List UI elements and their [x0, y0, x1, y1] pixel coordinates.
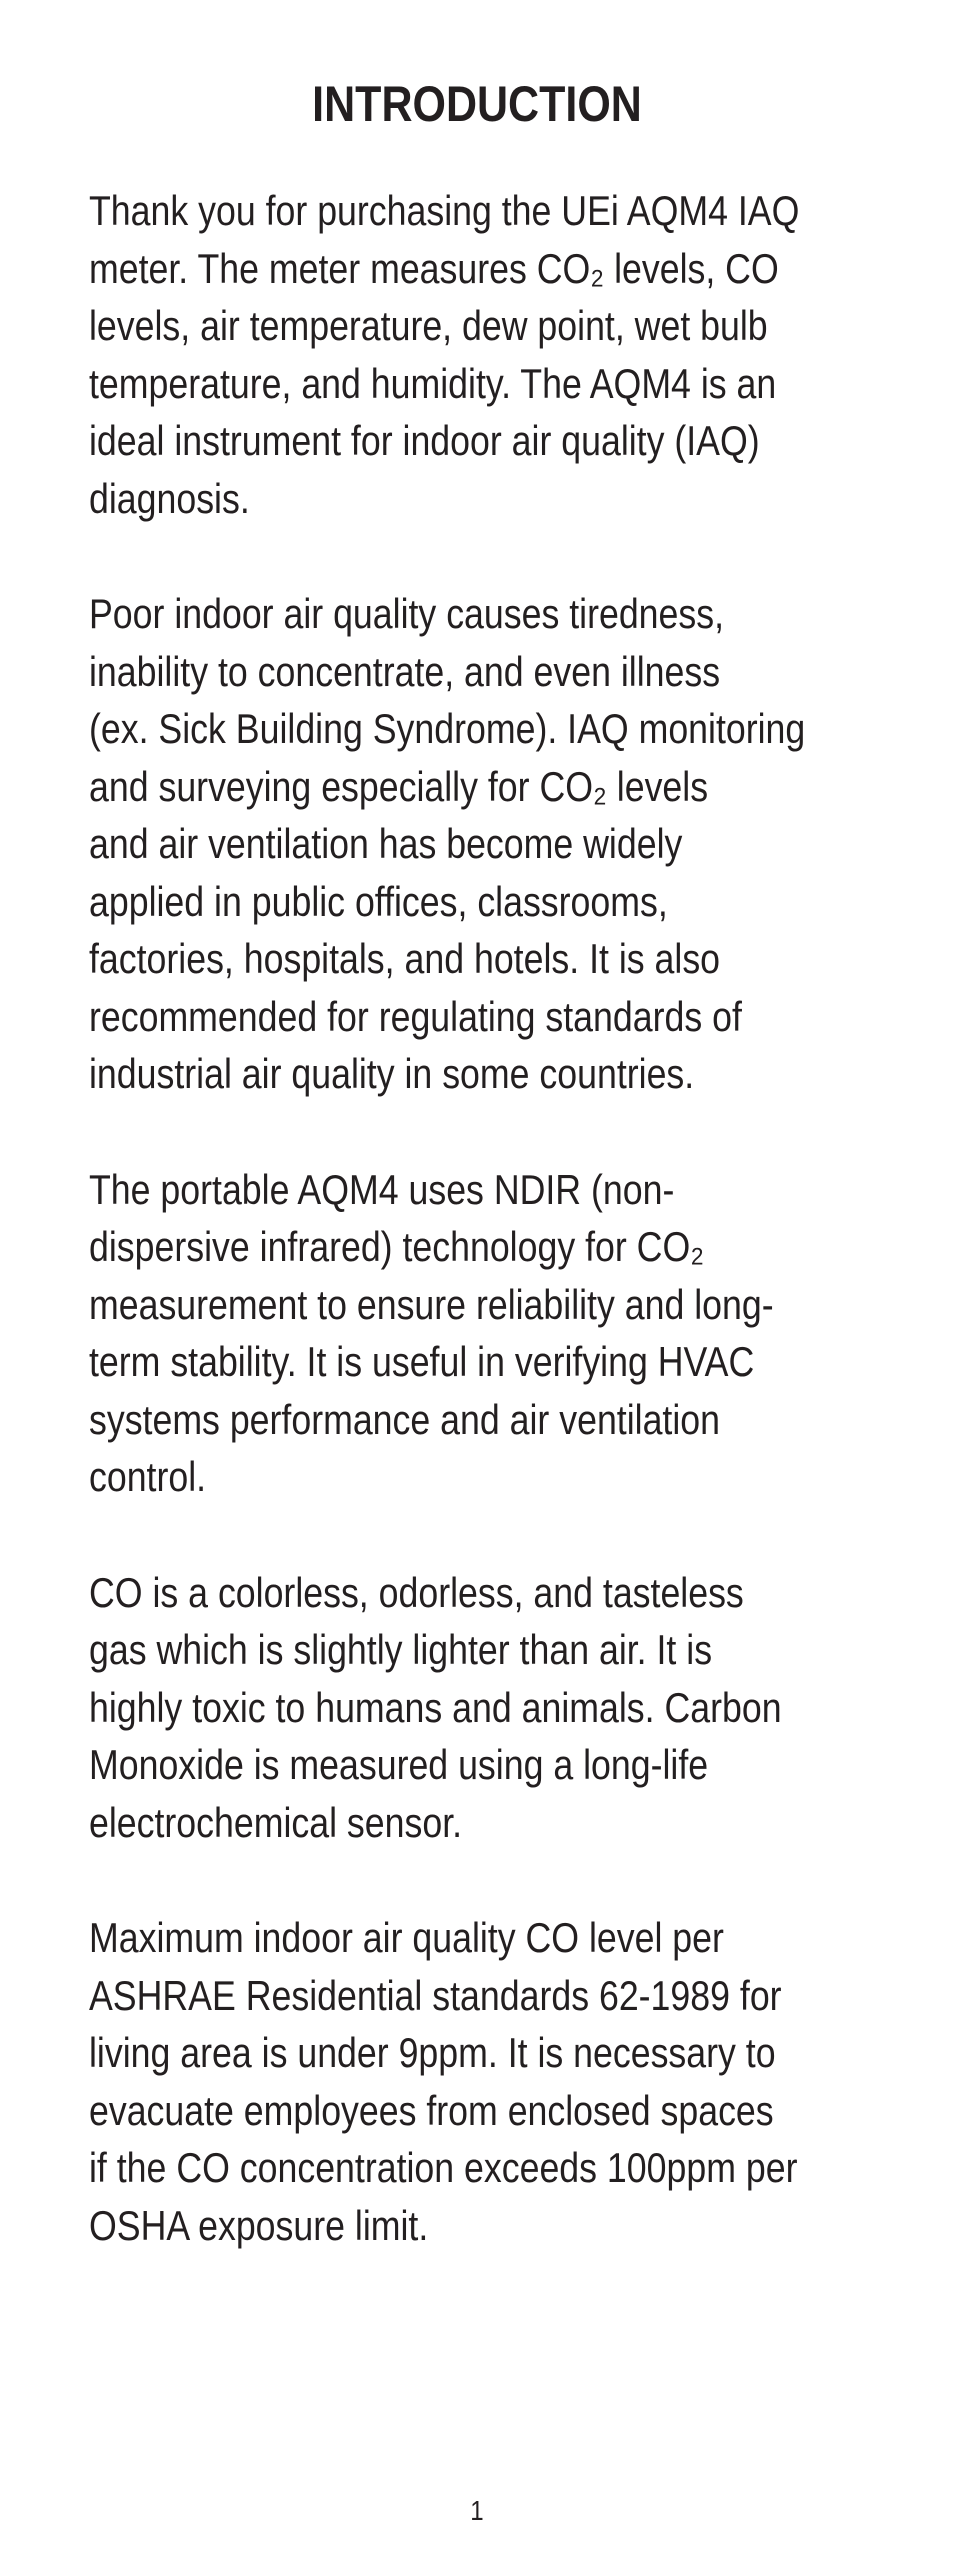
text-line: applied in public offices, classrooms,	[89, 877, 668, 925]
text-line: Maximum indoor air quality CO level per	[89, 1914, 724, 1961]
text-line: CO is a colorless, odorless, and tasteless	[89, 1568, 744, 1616]
text-line: if the CO concentration exceeds 100ppm per	[89, 2144, 798, 2191]
text-line: electrochemical sensor.	[89, 1798, 463, 1846]
text-line: industrial air quality in some countries.	[89, 1050, 695, 1097]
text-line: temperature, and humidity. The AQM4 is an	[89, 359, 777, 407]
text-line: (ex. Sick Building Syndrome). IAQ monitoring	[89, 705, 806, 752]
text-line: levels, air temperature, dew point, wet bulb	[89, 302, 768, 349]
text-line: and air ventilation has become widely	[89, 820, 683, 867]
text-line: term stability. It is useful in verifying HVAC	[89, 1338, 755, 1385]
text-line: ASHRAE Residential standards 62-1989 for	[89, 1971, 782, 2019]
text-line: gas which is slightly lighter than air. It is	[89, 1626, 713, 1673]
text-line: OSHA exposure limit.	[89, 2201, 429, 2249]
text-line: evacuate employees from enclosed spaces	[89, 2086, 774, 2134]
text-line: diagnosis.	[89, 474, 250, 522]
paragraph-co-limits	[89, 1909, 880, 2254]
text-line: meter. The meter measures CO₂ levels, CO	[89, 244, 779, 292]
text-line: living area is under 9ppm. It is necessary to	[89, 2029, 776, 2076]
paragraph-co-description	[89, 1564, 880, 1852]
paragraph-poor-air-quality	[89, 585, 880, 1103]
text-line: recommended for regulating standards of	[89, 992, 742, 1040]
text-line: factories, hospitals, and hotels. It is also	[89, 935, 721, 982]
text-line: Thank you for purchasing the UEi AQM4 IAQ	[89, 187, 800, 234]
text-line: highly toxic to humans and animals. Carbon	[89, 1683, 782, 1731]
text-line: systems performance and air ventilation	[89, 1395, 720, 1443]
text-line: inability to concentrate, and even illness	[89, 647, 721, 695]
text-line: dispersive infrared) technology for CO₂	[89, 1223, 705, 1270]
text-line: and surveying especially for CO₂ levels	[89, 762, 709, 810]
text-line: Monoxide is measured using a long-life	[89, 1741, 709, 1788]
body-text	[89, 182, 879, 2312]
paragraph-ndir	[89, 1161, 880, 1506]
text-line: measurement to ensure reliability and long-	[89, 1280, 774, 1328]
paragraph-intro	[89, 182, 880, 527]
text-line: The portable AQM4 uses NDIR (non-	[89, 1165, 675, 1213]
page-number: 1	[470, 2495, 484, 2526]
text-line: ideal instrument for indoor air quality (IAQ)	[89, 417, 760, 464]
text-line: Poor indoor air quality causes tiredness,	[89, 590, 725, 637]
page-title: INTRODUCTION	[312, 76, 642, 132]
text-line: control.	[89, 1453, 207, 1500]
